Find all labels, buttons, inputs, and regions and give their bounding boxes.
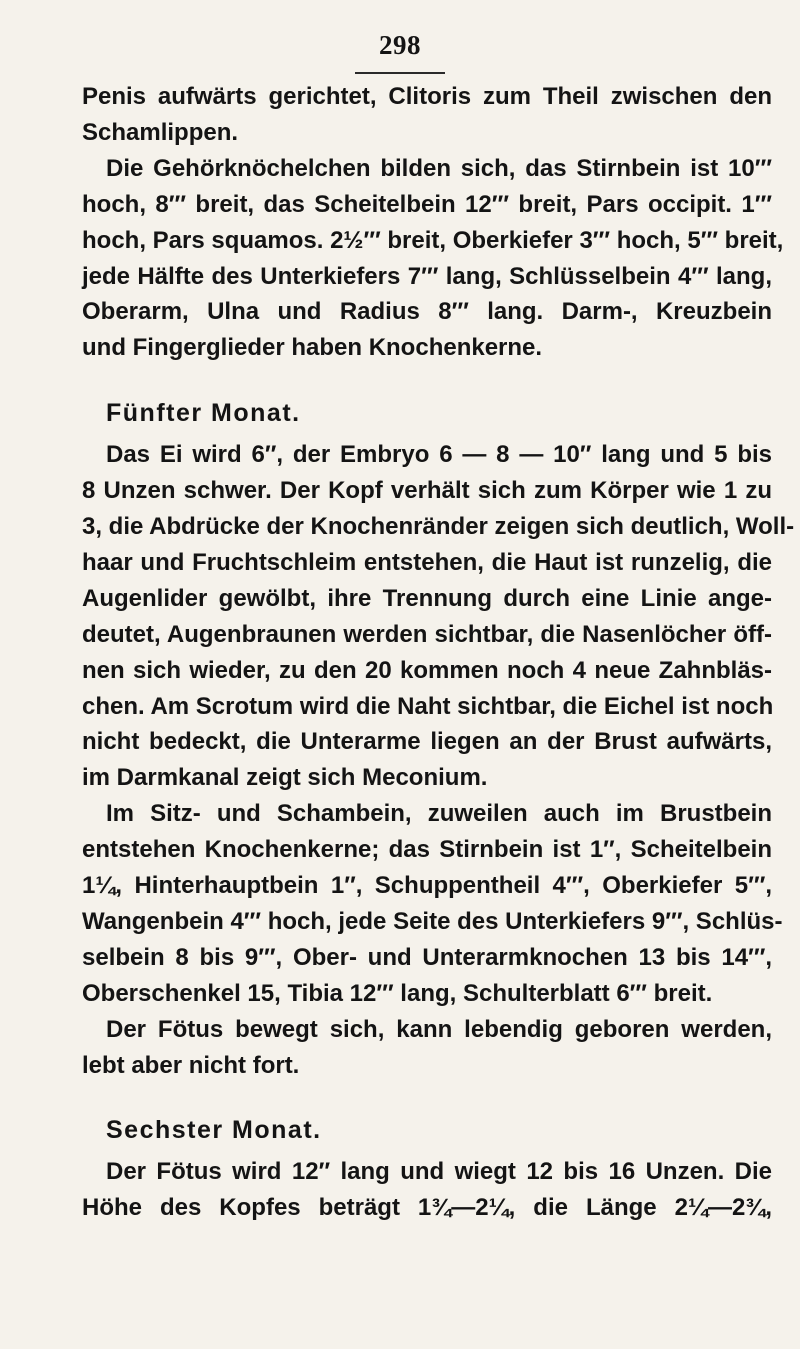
text-line: 3, die Abdrücke der Knochenränder zeigen sich deutlich, Woll- [82,512,795,540]
text-line: 8 Unzen schwer. Der Kopf verhält sich zum Körper wie 1 zu [82,477,772,505]
text-line: Wangenbein 4′′′ hoch, jede Seite des Unterkiefers 9′′′, Schlüs- [82,907,783,935]
text-line: entstehen Knochenkerne; das Stirnbein ist 1′′, Scheitelbein [82,836,772,864]
text-line: Oberschenkel 15, Tibia 12′′′ lang, Schulterblatt 6′′′ breit. [82,979,713,1007]
page-number: 298 [0,30,800,61]
text-line: Der Fötus wird 12′′ lang und wiegt 12 bis 16 Unzen. Die [106,1158,772,1186]
section-heading: Sechster Monat. [106,1116,322,1145]
paragraph [82,1154,772,1226]
text-line: Schamlippen. [82,118,239,146]
text-line: Der Fötus bewegt sich, kann lebendig geboren werden, [106,1015,772,1043]
text-line: selbein 8 bis 9′′′, Ober- und Unterarmknochen 13 bis 14′′′, [82,943,772,971]
paragraph [82,437,795,796]
text-line: Die Gehörknöchelchen bilden sich, das Stirnbein ist 10′′′ [106,154,772,182]
text-line: Höhe des Kopfes beträgt 1¾—2¼, die Länge 2¼—2¾, [82,1194,772,1222]
text-line: und Fingerglieder haben Knochenkerne. [82,334,543,362]
paragraph [82,796,783,1011]
text-line: haar und Fruchtschleim entstehen, die Haut ist runzelig, die [82,548,772,576]
text-line: im Darmkanal zeigt sich Meconium. [82,764,488,792]
text-line: lebt aber nicht fort. [82,1051,300,1079]
text-line: 1¼, Hinterhauptbein 1′′, Schuppentheil 4′′′, Oberkiefer 5′′′, [82,872,772,900]
text-line: Im Sitz- und Schambein, zuweilen auch im Brustbein [106,800,772,828]
paragraph [82,1012,772,1084]
section-heading: Fünfter Monat. [106,399,301,428]
body-text [82,79,795,1226]
text-line: deutet, Augenbraunen werden sichtbar, die Nasenlöcher öff- [82,620,772,648]
text-line: Penis aufwärts gerichtet, Clitoris zum Theil zwischen den [82,83,772,110]
paragraph [82,79,772,151]
text-line: Augenlider gewölbt, ihre Trennung durch eine Linie ange- [82,584,772,612]
text-line: Oberarm, Ulna und Radius 8′′′ lang. Darm-, Kreuzbein [82,298,772,326]
text-line: hoch, 8′′′ breit, das Scheitelbein 12′′′ breit, Pars occipit. 1′′′ [82,190,772,218]
paragraph [82,151,784,366]
text-line: hoch, Pars squamos. 2½′′′ breit, Oberkiefer 3′′′ hoch, 5′′′ breit, [82,226,784,254]
text-line: nicht bedeckt, die Unterarme liegen an der Brust aufwärts, [82,728,772,756]
text-line: chen. Am Scrotum wird die Naht sichtbar, die Eichel ist noch [82,692,774,720]
text-line: jede Hälfte des Unterkiefers 7′′′ lang, Schlüsselbein 4′′′ lang, [82,262,772,290]
text-line: Das Ei wird 6′′, der Embryo 6 — 8 — 10′′ lang und 5 bis [106,441,772,469]
text-line: nen sich wieder, zu den 20 kommen noch 4 neue Zahnbläs- [82,656,772,684]
